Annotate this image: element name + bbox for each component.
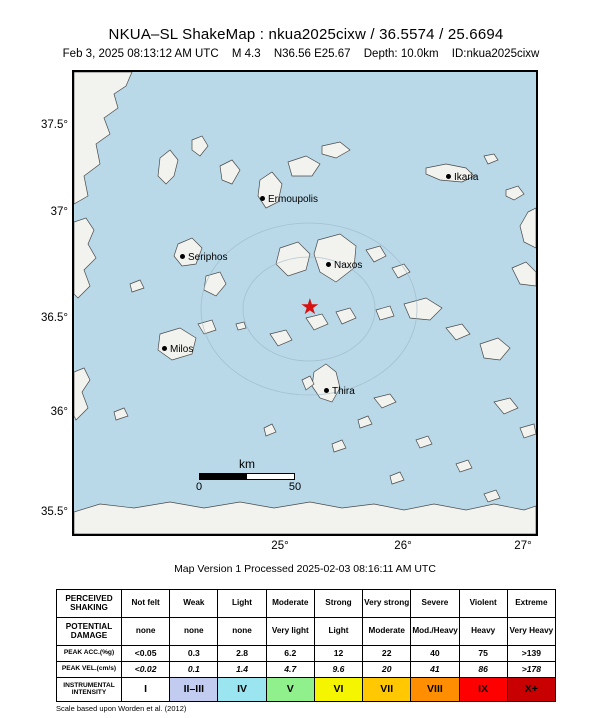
legend-footnote: Scale based upon Worden et al. (2012) xyxy=(56,704,187,713)
event-magnitude: M 4.3 xyxy=(231,48,261,60)
city-dot-icon xyxy=(446,174,451,179)
epicenter-star-icon: ★ xyxy=(300,294,320,319)
legend-row-peak-vel xyxy=(57,661,556,677)
legend-cell-intensity-1: II–III xyxy=(170,677,218,701)
event-coordinates: N36.56 E25.67 xyxy=(273,48,351,60)
legend-cell-acc-6: 40 xyxy=(411,645,459,661)
city-dot-icon xyxy=(260,196,265,201)
city-label-milos: Milos xyxy=(162,344,193,355)
legend-cell-intensity-3: V xyxy=(266,677,314,701)
lon-label-27: 27° xyxy=(514,540,532,552)
legend-cell-acc-0: <0.05 xyxy=(122,645,170,661)
lat-label-36: 36° xyxy=(50,406,68,418)
legend-cell-damage-8: Very Heavy xyxy=(507,617,555,645)
legend-row-peak-acc xyxy=(57,645,556,661)
scalebar-unit: km xyxy=(239,457,255,471)
legend-rowhead-perceived-shaking: PERCEIVED SHAKING xyxy=(57,590,122,618)
legend-cell-vel-5: 20 xyxy=(363,661,411,677)
city-dot-icon xyxy=(324,388,329,393)
scalebar-ticks xyxy=(195,480,302,494)
legend-cell-acc-8: >139 xyxy=(507,645,555,661)
legend-row-potential-damage xyxy=(57,617,556,645)
legend-cell-acc-3: 6.2 xyxy=(266,645,314,661)
event-id: ID:nkua2025cixw xyxy=(451,48,540,60)
lon-label-25: 25° xyxy=(271,540,289,552)
event-datetime: Feb 3, 2025 08:13:12 AM UTC xyxy=(62,48,219,60)
lat-label-37-5: 37.5° xyxy=(41,119,68,131)
legend-cell-acc-1: 0.3 xyxy=(170,645,218,661)
legend-rowhead-instrumental-intensity: INSTRUMENTAL INTENSITY xyxy=(57,677,122,701)
legend-row-perceived-shaking xyxy=(57,590,556,618)
legend-cell-damage-7: Heavy xyxy=(459,617,507,645)
lat-label-37: 37° xyxy=(50,206,68,218)
legend-cell-vel-8: >178 xyxy=(507,661,555,677)
legend-cell-intensity-8: X+ xyxy=(507,677,555,701)
legend-cell-acc-4: 12 xyxy=(314,645,362,661)
city-label-seriphos: Seriphos xyxy=(180,252,227,263)
city-label-ermoupolis: Ermoupolis xyxy=(260,194,318,205)
city-dot-icon xyxy=(180,254,185,259)
legend-cell-acc-5: 22 xyxy=(363,645,411,661)
legend-cell-intensity-6: VIII xyxy=(411,677,459,701)
map-frame xyxy=(72,70,538,536)
intensity-legend-table xyxy=(56,589,556,702)
legend-cell-vel-6: 41 xyxy=(411,661,459,677)
legend-rowhead-potential-damage: POTENTIAL DAMAGE xyxy=(57,617,122,645)
legend-cell-vel-2: 1.4 xyxy=(218,661,266,677)
city-dot-icon xyxy=(326,262,331,267)
event-depth: Depth: 10.0km xyxy=(363,48,439,60)
lon-label-26: 26° xyxy=(394,540,412,552)
legend-cell-damage-1: none xyxy=(170,617,218,645)
legend-cell-shaking-4: Strong xyxy=(314,590,362,618)
legend-cell-damage-5: Moderate xyxy=(363,617,411,645)
legend-cell-damage-0: none xyxy=(122,617,170,645)
legend-cell-damage-3: Very light xyxy=(266,617,314,645)
legend-cell-shaking-8: Extreme xyxy=(507,590,555,618)
legend-cell-vel-7: 86 xyxy=(459,661,507,677)
legend-cell-intensity-4: VI xyxy=(314,677,362,701)
legend-cell-vel-3: 4.7 xyxy=(266,661,314,677)
scalebar-max: 50 xyxy=(288,481,302,493)
legend-cell-shaking-6: Severe xyxy=(411,590,459,618)
city-label-naxos: Naxos xyxy=(326,260,362,271)
scalebar-min: 0 xyxy=(195,481,203,493)
legend-cell-shaking-5: Very strong xyxy=(363,590,411,618)
legend-cell-shaking-1: Weak xyxy=(170,590,218,618)
page-title: NKUA–SL ShakeMap : nkua2025cixw / 36.5574 / 25.6694 xyxy=(108,26,504,43)
legend-cell-intensity-7: IX xyxy=(459,677,507,701)
legend-cell-vel-0: <0.02 xyxy=(122,661,170,677)
legend-cell-vel-1: 0.1 xyxy=(170,661,218,677)
legend-cell-shaking-2: Light xyxy=(218,590,266,618)
city-dot-icon xyxy=(162,346,167,351)
event-summary xyxy=(0,48,612,60)
legend-cell-shaking-3: Moderate xyxy=(266,590,314,618)
legend-rowhead-peak-vel: PEAK VEL.(cm/s) xyxy=(57,661,122,677)
map-scalebar xyxy=(195,457,302,494)
legend-cell-acc-7: 75 xyxy=(459,645,507,661)
legend-cell-damage-2: none xyxy=(218,617,266,645)
lat-label-35-5: 35.5° xyxy=(41,506,68,518)
legend-rowhead-peak-acc: PEAK ACC.(%g) xyxy=(57,645,122,661)
legend-cell-damage-4: Light xyxy=(314,617,362,645)
legend-cell-damage-6: Mod./Heavy xyxy=(411,617,459,645)
legend-row-instrumental-intensity xyxy=(57,677,556,701)
city-label-thira: Thira xyxy=(324,386,355,397)
legend-cell-acc-2: 2.8 xyxy=(218,645,266,661)
lat-label-36-5: 36.5° xyxy=(41,312,68,324)
shakemap-map[interactable] xyxy=(72,70,538,536)
legend-cell-vel-4: 9.6 xyxy=(314,661,362,677)
legend-cell-intensity-2: IV xyxy=(218,677,266,701)
legend-cell-shaking-7: Violent xyxy=(459,590,507,618)
map-version-line: Map Version 1 Processed 2025-02-03 08:16:11 AM UTC xyxy=(174,563,436,575)
legend-cell-intensity-0: I xyxy=(122,677,170,701)
scalebar-bar xyxy=(199,473,295,480)
legend-cell-shaking-0: Not felt xyxy=(122,590,170,618)
city-label-ikaria: Ikaria xyxy=(446,172,478,183)
legend-cell-intensity-5: VII xyxy=(363,677,411,701)
